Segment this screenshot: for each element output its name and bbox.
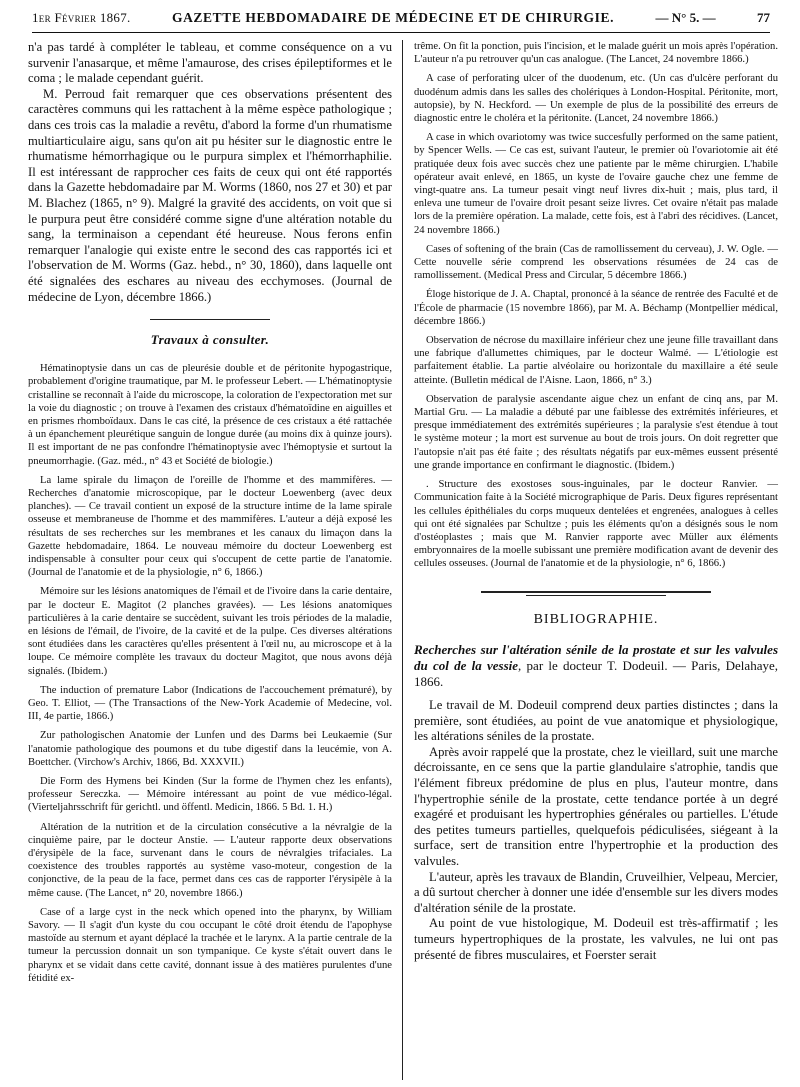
section-rule bbox=[150, 319, 270, 320]
page-header bbox=[32, 3, 770, 33]
abstract-entry: Éloge historique de J. A. Chaptal, prononcé à la séance de rentrée des Faculté et de l'École de pharmacie (15 novembre 1866), par M. A. Béchamp (Montpellier médical, décembre 1866.) bbox=[414, 289, 778, 327]
section-rule bbox=[481, 591, 711, 594]
paragraph: M. Perroud fait remarquer que ces observations présentent des caractères communs qui les rattachent à la même espèce pathologique ; dans ces trois cas la maladie a revêtu, d'abord la forme d'un rhumatisme multiarticulaire aigu, sans qu'on ait pu hésiter sur le diagnostic entre le rhumatisme hémorrhagique ou le purpura simplex et l'hémorrhaphilie. Il est intéressant de rapprocher ces faits de ceux qui ont été rapportés dans la Gazette hebdomadaire par M. Worms (1860, nos 27 et 30) et par M. Blachez (1865, n° 9). Malgré la gravité des accidents, on voit que si le purpura peut être considéré comme signe d'une altération notable du sang, la terminaison a cependant été heureuse. Nous ferons enfin remarquer l'analogie qui existe entre le second des cas rapportés ici et l'observation de M. Worms (Gaz. hebd., n° 30, 1860), dans laquelle ont été signalées des eschares au niveau des ecchymoses. (Journal de médecine de Lyon, décembre 1866.) bbox=[28, 86, 392, 304]
abstract-entry: Zur pathologischen Anatomie der Lunfen und des Darms bei Leukaemie (Sur l'anatomie pathologique des poumons et du tube digestif dans la leucémie, von A. Boettcher. (Virchow's Archiv, 1866, Bd. XXXVII.) bbox=[28, 730, 392, 768]
book-title: Recherches sur l'altération sénile de la prostate et sur les valvules du col de la vessie bbox=[414, 642, 778, 674]
abstract-entry: A case of perforating ulcer of the duodenum, etc. (Un cas d'ulcère perforant du duodénum admis dans les salles des cholériques à London-Hospital. Péritonite, mort, autopsie), by N. Heckford. — Un exemple de plus de la possibilité des erreurs de diagnostic entre le choléra et la péritonite. (Lancet, 24 novembre 1866.) bbox=[414, 73, 778, 125]
page-number: 77 bbox=[756, 9, 770, 25]
section-heading: Travaux à consulter. bbox=[150, 332, 270, 348]
section-rule bbox=[526, 595, 666, 596]
issue-date: 1er Février 1867. bbox=[32, 9, 131, 25]
abstract-entry: Altération de la nutrition et de la circulation consécutive a la névralgie de la cinquième paire, par le docteur Anstie. — L'auteur rapporte deux observations d'érysipèle de la face, survenant dans le cours de névralgies trifaciales. La coexistence des troubles rapportés au système vaso-moteur, congestion de la conjonctive, de la peau de la face, permet dans ces cas de rapporter l'érysipèle à la même cause. (The Lancet, n° 20, novembre 1866.) bbox=[28, 821, 392, 899]
book-author: , par le docteur T. Dodeuil. — Paris, Delahaye, 1866. bbox=[414, 658, 778, 690]
abstract-entry: trême. On fit la ponction, puis l'incision, et le malade guérit un mois après l'opération. L'auteur n'a pu retrouver qu'un cas analogue. (The Lancet, 24 novembre 1866.) bbox=[414, 41, 778, 66]
abstract-entry: Mémoire sur les lésions anatomiques de l'émail et de l'ivoire dans la carie dentaire, par le docteur E. Magitot (2 planches gravées). — Les lésions anatomiques particulières à la carie dentaire se succèdent, suivant les trois périodes de la maladie, en lésions de l'émail, de l'ivoire, de la cavité et de la pulpe. Ces diverses altérations sont étudiées dans les caractères qu'elles présentent à l'œil nu, au microscope et à la loupe. Ce mémoire complète les travaux du docteur Magitot, que nous avons déjà signalés. (Ibidem.) bbox=[28, 586, 392, 677]
abstract-entry: A case in which ovariotomy was twice succesfully performed on the same patient, by Spencer Wells. — Ce cas est, suivant l'auteur, le premier où l'ovariotomie ait été pratiquée deux fois avec succès chez une patiente par le même chirurgien. L'habile opérateur avait enlevé, en 1865, un kyste de l'ovaire gauche chez une femme de vingt-quatre ans. La tumeur pesait vingt neuf livres dix-huit ; mais, plus tard, il enleva une tumeur de l'ovaire droit pesant seize livres. Cet ovaire n'était pas malade lors de la première opération. La malade, cette fois, est à l'abri des récidives. (Lancet, 24 novembre 1866.) bbox=[414, 132, 778, 236]
paragraph: Le travail de M. Dodeuil comprend deux parties distinctes ; dans la première, sont étudiées, au point de vue anatomique et physiologique, les altérations séniles de la prostate. bbox=[414, 698, 778, 744]
journal-title: GAZETTE HEBDOMADAIRE DE MÉDECINE ET DE CHIRURGIE. bbox=[171, 9, 615, 25]
abstract-entry: Observation de paralysie ascendante aigue chez un enfant de cinq ans, par M. Martial Gru. — La maladie a débuté par une faiblesse des extrémités inférieures, et presque immédiatement des extrémités supérieures ; la paralysie s'est étendue à tout le système moteur ; la mort est survenue au bout de trois jours. On doit regretter que l'autopsie n'ait pas été faite ; des résultats négatifs par eux-mêmes eussent présenté une grande importance en confirmant le diagnostic. (Ibidem.) bbox=[414, 393, 778, 471]
abstract-entry: Cases of softening of the brain (Cas de ramollissement du cerveau), J. W. Ogle. — Cette nouvelle série comprend les observations résumées de 24 cas de ramollissement. (Medical Press and Circular, 5 décembre 1866.) bbox=[414, 243, 778, 282]
abstract-entry: Observation de nécrose du maxillaire inférieur chez une jeune fille travaillant dans une fabrique d'allumettes chimiques, par le docteur Walmé. — L'étiologie est parfaitement établie. La partie alvéolaire ou horizontale du maxillaire a été seule atteinte. (Bulletin médical de l'Aisne. Laon, 1866, n° 3.) bbox=[414, 335, 778, 386]
abstract-entry: . Structure des exostoses sous-inguinales, par le docteur Ranvier. — Communication faite à la Société micrographique de Paris. Deux figures représentant les cellules épithéliales du corps muqueux dentelées et engrenées, analogues à celles qui ont été signalées par Schultze ; puis les éléments qu'on a désignés sous le nom d'ostéoplastes ; mais que M. Ranvier rapporte avec Müller aux éléments embryonnaires de la moelle subissant une première modification avant de devenir des cellules osseuses. (Journal de l'anatomie et de la physiologie, n° 6, 1866.) bbox=[414, 479, 778, 570]
paragraph: Après avoir rappelé que la prostate, chez le vieillard, suit une marche décroissante, en ce sens que la partie glandulaire s'atrophie, tandis que l'élément fibreux prédomine de plus en plus, l'auteur montre, dans l'hypertrophie sénile de la prostate, cette tendance portée à un degré exagéré et produisant les hypertrophies générales ou partielles. L'étude des petites tumeurs partielles, quelquefois pédiculisées, siégeant à la surface, sert de transition entre l'hypertrophie et la production des valvules. bbox=[414, 744, 778, 868]
issue-number: — N° 5. — bbox=[655, 9, 716, 25]
column-divider bbox=[402, 40, 403, 1080]
paragraph: n'a pas tardé à compléter le tableau, et comme conséquence on a vu survenir l'anasarque, et même l'amaurose, des crises épileptiformes et le coma ; le malade cependant guérit. bbox=[28, 40, 392, 86]
paragraph: L'auteur, après les travaux de Blandin, Cruveilhier, Velpeau, Mercier, a dû surtout chercher à donner une idée d'ensemble sur les divers modes d'altération sénile de la prostate. bbox=[414, 869, 778, 915]
left-column bbox=[28, 40, 392, 991]
abstract-entry: The induction of premature Labor (Indications de l'accouchement prématuré), by Geo. T. Elliot, — (The Transactions of the New-York Academie of Medecine, vol. III, 4e partie, 1866.) bbox=[28, 684, 392, 723]
abstract-entry: Die Form des Hymens bei Kinden (Sur la forme de l'hymen chez les enfants), professeur Sereczka. — Mémoire intéressant au point de vue médico-légal. (Vierteljahrsschrift für gerichtl. und öffentl. Medicin, 1866. 5 Bd. 1. H.) bbox=[28, 775, 392, 814]
abstract-entry: La lame spirale du limaçon de l'oreille de l'homme et des mammifères. — Recherches d'anatomie microscopique, par le docteur Loewenberg (avec deux planches). — Ce travail contient un exposé de la structure intime de la lame spirale osseuse et membraneuse de l'homme et des mammifères. L'auteur a déjà exposé les résultats de ses recherches sur les membranes et les canaux du limaçon dans la Gazette hebdomadaire, 1864. Le nouveau mémoire du docteur Loewenberg est indispensable à consulter pour ceux qui s'occupent de cette partie de l'anatomie. (Journal de l'anatomie et de la physiologie, n° 6, 1866.) bbox=[28, 474, 392, 579]
bibliography-heading: BIBLIOGRAPHIE. bbox=[533, 612, 659, 628]
abstract-entry: Hématinoptysie dans un cas de pleurésie double et de péritonite hypogastrique, probablement d'origine traumatique, par M. le professeur Lebert. — L'hématinoptysie cristalline se reconnaît à l'aide du microscope, la coloration de l'expectoration met sur la voie du diagnostic ; on trouve à l'examen des cristaux d'hématoïdine en aiguilles et en prismes rhomboïdaux. Dans le cas cité, la présence de ces cristaux a été rattachée à un épanchement pleurétique sanguin de longue durée (au moins dix à quinze jours). Il est important de ne pas confondre l'hématinoptysie avec l'hémoptysie et surtout la pneumorrhagie. (Gaz. méd., n° 43 et Société de biologie.) bbox=[28, 363, 392, 467]
abstract-entry: Case of a large cyst in the neck which opened into the pharynx, by William Savory. — Il s'agit d'un kyste du cou occupant le côté droit étendu de l'apophyse mastoïde au sternum et ayant déplacé la trachée et le larynx. A la partie centrale de la tumeur la percussion donnait un son tympanique. Ce kyste s'était ouvert dans le pharynx et se vidait dans cette cavité, donnant issue à des matières purulentes d'une fétidité ex- bbox=[28, 906, 392, 984]
paragraph: Au point de vue histologique, M. Dodeuil est très-affirmatif ; les tumeurs hypertrophiques de la prostate, les valvules, ne lui ont pas présenté de fibres musculaires, et Foerster serait bbox=[414, 916, 778, 962]
bibliography-entry bbox=[414, 642, 778, 690]
right-column bbox=[414, 40, 778, 963]
